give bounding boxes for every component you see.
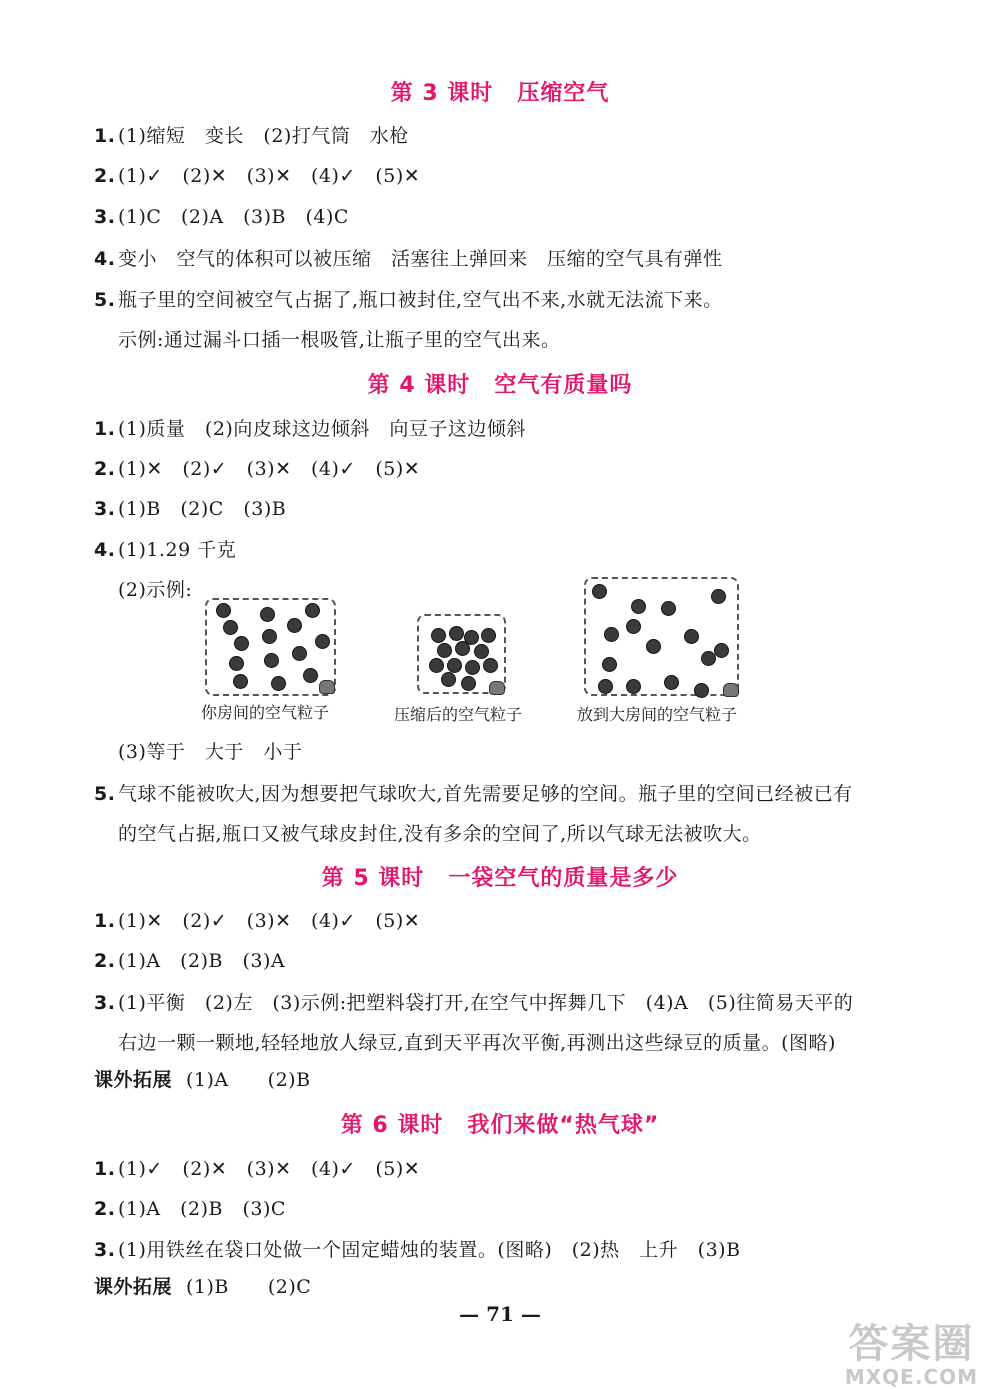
answer-line: 右边一颗一颗地,轻轻地放人绿豆,直到天平再次平衡,再测出这些绿豆的质量。(图略) bbox=[118, 1032, 836, 1054]
answer-line: 2. (1)✓ (2)✕ (3)✕ (4)✓ (5)✕ bbox=[94, 165, 421, 187]
answer-line: (2)示例: bbox=[118, 579, 193, 601]
mascot-icon bbox=[723, 683, 739, 697]
answer-line: 3. (1)B (2)C (3)B bbox=[94, 498, 287, 520]
watermark-logo: 答案圈 MXQE.COM bbox=[844, 1321, 978, 1389]
section-heading: 第 3 课时 压缩空气 bbox=[390, 81, 610, 106]
answer-line: 1. (1)✕ (2)✓ (3)✕ (4)✓ (5)✕ bbox=[94, 910, 421, 932]
answer-line: 3. (1)用铁丝在袋口处做一个固定蜡烛的装置。(图略) (2)热 上升 (3)B bbox=[94, 1239, 741, 1261]
answer-line: (3)等于 大于 小于 bbox=[118, 741, 303, 763]
room-particles-figure bbox=[205, 598, 336, 696]
mascot-icon bbox=[489, 681, 505, 695]
answer-line: 1. (1)缩短 变长 (2)打气筒 水枪 bbox=[94, 125, 409, 147]
answer-line: 示例:通过漏斗口插一根吸管,让瓶子里的空气出来。 bbox=[118, 329, 561, 351]
section-heading: 第 6 课时 我们来做“热气球” bbox=[340, 1113, 660, 1138]
extension-line: 课外拓展 (1)B (2)C bbox=[94, 1276, 312, 1298]
extension-line: 课外拓展 (1)A (2)B bbox=[94, 1069, 311, 1091]
answer-line: 2. (1)A (2)B (3)C bbox=[94, 1198, 286, 1220]
figure-caption: 放到大房间的空气粒子 bbox=[577, 705, 738, 724]
mascot-icon bbox=[319, 680, 335, 694]
answer-line: 1. (1)✓ (2)✕ (3)✕ (4)✓ (5)✕ bbox=[94, 1158, 421, 1180]
answer-line: 3. (1)C (2)A (3)B (4)C bbox=[94, 206, 349, 228]
answer-line: 2. (1)✕ (2)✓ (3)✕ (4)✓ (5)✕ bbox=[94, 458, 421, 480]
answer-line: 4. (1)1.29 千克 bbox=[94, 539, 237, 561]
figure-caption: 压缩后的空气粒子 bbox=[394, 705, 523, 724]
page-number: — 71 — bbox=[459, 1302, 541, 1326]
figure-caption: 你房间的空气粒子 bbox=[201, 703, 330, 722]
answer-line: 4. 变小 空气的体积可以被压缩 活塞往上弹回来 压缩的空气具有弹性 bbox=[94, 248, 723, 270]
section-heading: 第 4 课时 空气有质量吗 bbox=[367, 373, 633, 398]
big-room-particles-figure bbox=[584, 577, 739, 696]
answer-line: 3. (1)平衡 (2)左 (3)示例:把塑料袋打开,在空气中挥舞几下 (4)A (5)往简易天平的 bbox=[94, 992, 854, 1014]
answer-line: 5. 瓶子里的空间被空气占据了,瓶口被封住,空气出不来,水就无法流下来。 bbox=[94, 289, 723, 311]
answer-line: 1. (1)质量 (2)向皮球这边倾斜 向豆子这边倾斜 bbox=[94, 418, 526, 440]
section-heading: 第 5 课时 一袋空气的质量是多少 bbox=[321, 866, 679, 891]
answer-line: 2. (1)A (2)B (3)A bbox=[94, 950, 286, 972]
answer-line: 的空气占据,瓶口又被气球皮封住,没有多余的空间了,所以气球无法被吹大。 bbox=[118, 823, 762, 845]
answer-line: 5. 气球不能被吹大,因为想要把气球吹大,首先需要足够的空间。瓶子里的空间已经被已有 bbox=[94, 783, 853, 805]
compressed-particles-figure bbox=[417, 614, 506, 694]
